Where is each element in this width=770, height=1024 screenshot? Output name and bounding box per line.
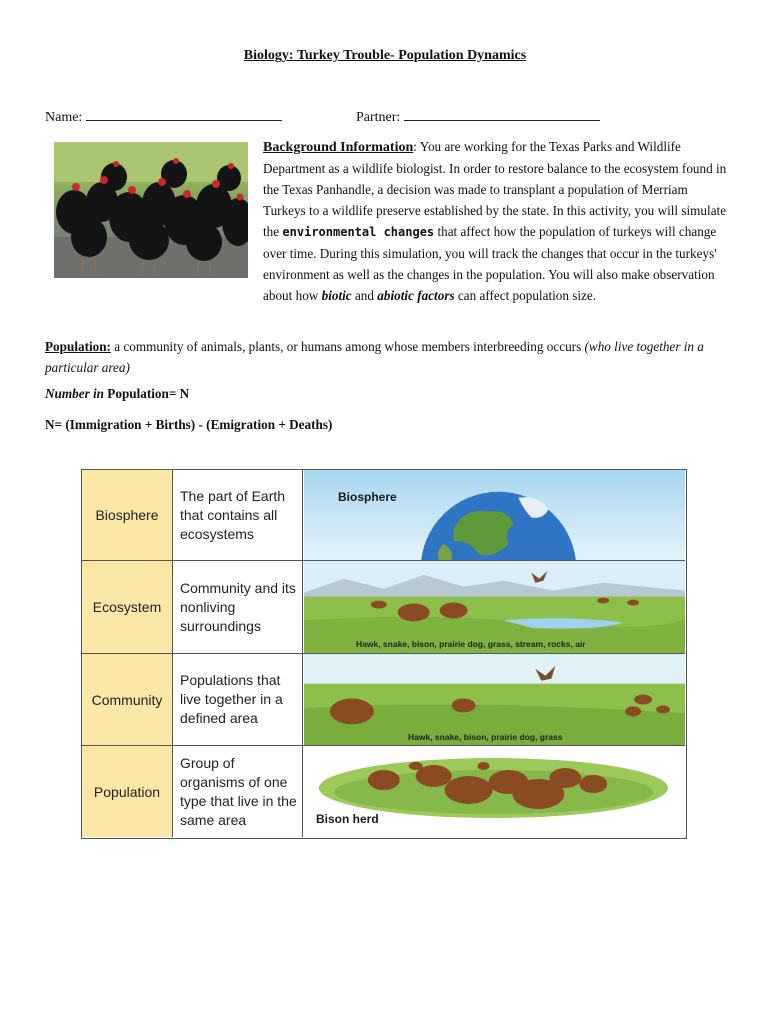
partner-label: Partner: <box>356 110 401 125</box>
ecosystem-image <box>304 561 685 653</box>
biosphere-image-label: Biosphere <box>338 490 397 504</box>
page-title: Biology: Turkey Trouble- Population Dynamics <box>243 48 527 63</box>
community-caption: Hawk, snake, bison, prairie dog, grass <box>408 732 563 742</box>
level-name: Community <box>82 654 173 745</box>
partner-field[interactable] <box>356 108 600 126</box>
partner-blank[interactable] <box>404 108 600 121</box>
level-row-ecosystem <box>82 561 685 654</box>
population-term: Population: <box>45 339 111 354</box>
level-row-community <box>82 654 685 746</box>
equation-1-italic: Number in <box>45 386 104 401</box>
biotic-term: biotic <box>321 288 352 303</box>
biosphere-image <box>304 470 685 560</box>
population-equation-symbol <box>45 386 189 402</box>
background-text-3: and <box>351 288 378 303</box>
level-description: The part of Earth that contains all ecosystems <box>173 470 303 560</box>
population-definition <box>45 336 735 378</box>
background-text-2: that affect how the population of turkeys will change over time. During this simulation, you will track the changes that occur in the turkeys' environment as well as the changes in the population. You will also make observation about how <box>263 224 717 303</box>
ecosystem-caption: Hawk, snake, bison, prairie dog, grass, stream, rocks, air <box>356 639 586 649</box>
background-text-1: : You are working for the Texas Parks and Wildlife Department as a wildlife biologist. In order to restore balance to the ecosystem found in the Texas Panhandle, a decision was made to transplant a population of Merriam Turkeys to a wildlife preserve established by the state. In this activity, you will simulate the <box>263 139 727 239</box>
levels-of-organization-table <box>81 469 687 839</box>
name-field[interactable] <box>45 108 282 126</box>
abiotic-term: abiotic factors <box>377 288 455 303</box>
level-description: Populations that live together in a defined area <box>173 654 303 745</box>
population-equation: N= (Immigration + Births) - (Emigration + Deaths) <box>45 417 333 432</box>
population-image-label: Bison herd <box>316 812 379 826</box>
name-label: Name: <box>45 110 83 125</box>
level-row-population <box>82 746 685 837</box>
level-name: Population <box>82 746 173 837</box>
background-label: Background Information <box>263 140 414 155</box>
name-blank[interactable] <box>86 108 282 121</box>
background-text-4: can affect population size. <box>454 288 597 303</box>
level-name: Biosphere <box>82 470 173 560</box>
background-information <box>45 136 731 306</box>
environmental-changes-term: environmental changes <box>282 225 435 239</box>
level-name: Ecosystem <box>82 561 173 653</box>
community-image <box>304 654 685 745</box>
population-definition-text: a community of animals, plants, or humans among whose members interbreeding occurs <box>110 339 585 354</box>
population-note: (who live together in a particular area) <box>45 339 704 375</box>
population-image <box>304 746 685 837</box>
level-description: Group of organisms of one type that live in the same area <box>173 746 303 837</box>
level-row-biosphere <box>82 470 685 561</box>
equation-1-rest: Population= N <box>104 386 190 401</box>
level-description: Community and its nonliving surroundings <box>173 561 303 653</box>
